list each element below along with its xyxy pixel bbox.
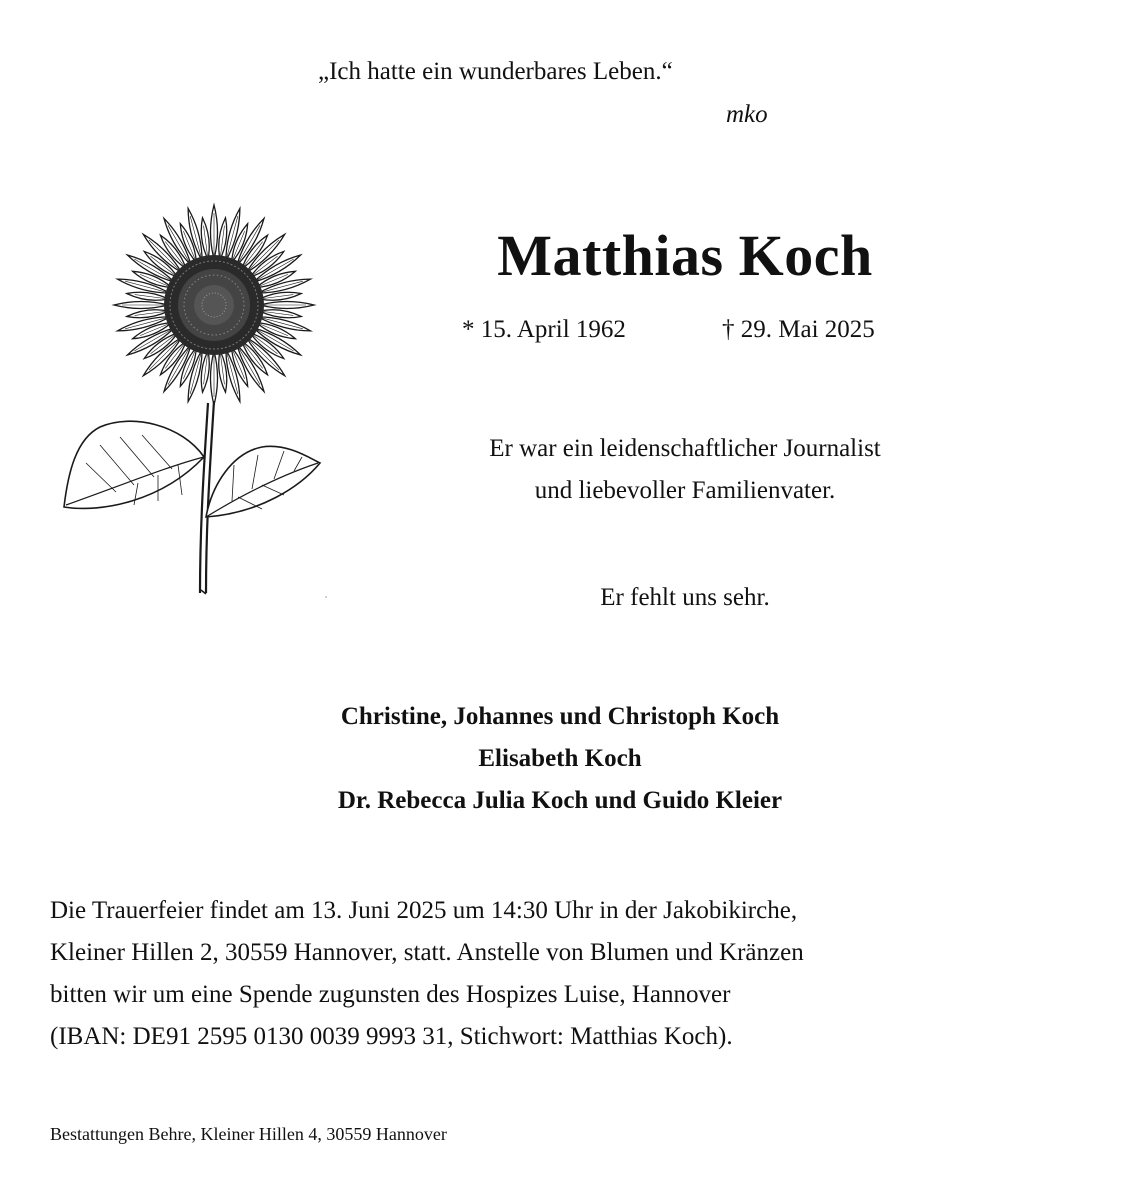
mourners-list bbox=[160, 696, 960, 822]
mourner-line: Christine, Johannes und Christoph Koch bbox=[340, 703, 780, 730]
birth-date: * 15. April 1962 bbox=[462, 316, 626, 343]
quote-author: mko bbox=[726, 101, 768, 128]
mourner-line: Dr. Rebecca Julia Koch und Guido Kleier bbox=[337, 787, 783, 814]
service-line: Kleiner Hillen 2, 30559 Hannover, statt. Anstelle von Blumen und Kränzen bbox=[50, 939, 804, 966]
deceased-name: Matthias Koch bbox=[497, 223, 873, 288]
missed-text: Er fehlt uns sehr. bbox=[600, 584, 770, 611]
service-line: (IBAN: DE91 2595 0130 0039 9993 31, Stichwort: Matthias Koch). bbox=[50, 1023, 733, 1050]
death-date: † 29. Mai 2025 bbox=[722, 316, 875, 343]
mourner-line: Elisabeth Koch bbox=[478, 745, 642, 772]
tribute-line: Er war ein leidenschaftlicher Journalist bbox=[489, 435, 881, 462]
tribute-text bbox=[380, 428, 990, 512]
funeral-home-info: Bestattungen Behre, Kleiner Hillen 4, 30559 Hannover bbox=[50, 1124, 447, 1144]
quote-text: „Ich hatte ein wunderbares Leben.“ bbox=[318, 58, 673, 85]
service-line: Die Trauerfeier findet am 13. Juni 2025 um 14:30 Uhr in der Jakobikirche, bbox=[50, 897, 798, 924]
tribute-line: und liebevoller Familienvater. bbox=[534, 477, 836, 504]
service-line: bitten wir um eine Spende zugunsten des Hospizes Luise, Hannover bbox=[50, 981, 731, 1008]
service-info bbox=[50, 890, 1080, 1058]
sunflower-illustration bbox=[62, 195, 330, 605]
